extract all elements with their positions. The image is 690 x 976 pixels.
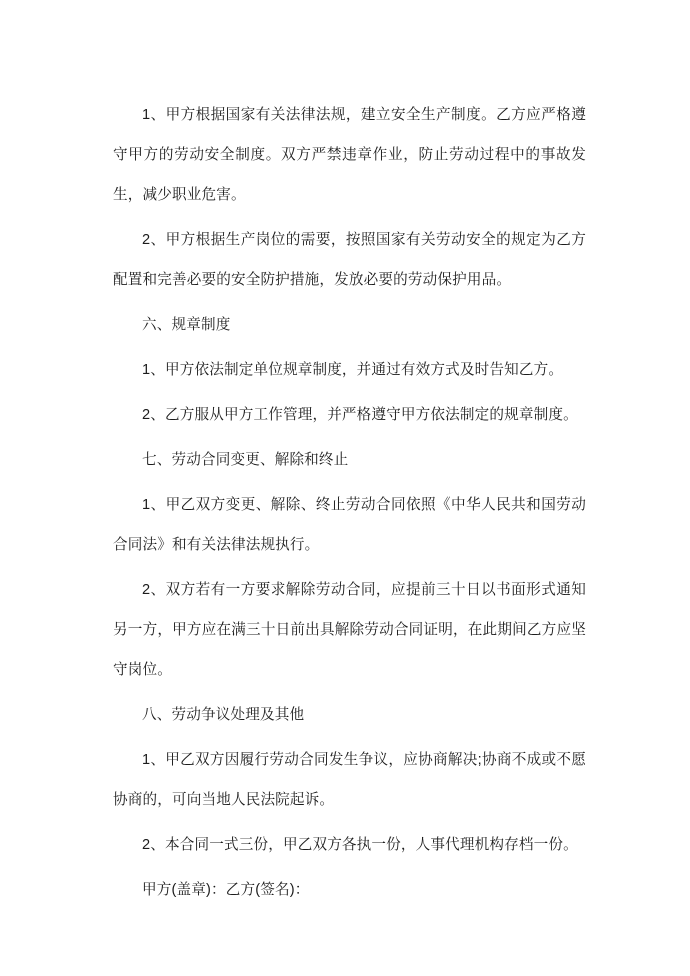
termination-clause-1: 1、甲乙双方变更、解除、终止劳动合同依照《中华人民共和国劳动合同法》和有关法律法规执行。 [113,497,586,553]
termination-clause-2: 2、双方若有一方要求解除劳动合同，应提前三十日以书面形式通知另一方，甲方应在满三十日前出具解除劳动合同证明，在此期间乙方应坚守岗位。 [113,582,586,678]
dispute-clause-1: 1、甲乙双方因履行劳动合同发生争议，应协商解决;协商不成或不愿协商的，可向当地人民法院起诉。 [113,752,586,808]
section-seven-heading: 七、劳动合同变更、解除和终止 [142,452,349,468]
rules-clause-1: 1、甲方依法制定单位规章制度，并通过有效方式及时告知乙方。 [142,362,564,378]
dispute-clause-2: 2、本合同一式三份，甲乙双方各执一份，人事代理机构存档一份。 [142,837,578,853]
signature-line: 甲方(盖章)：乙方(签名)： [142,882,310,898]
document-body [113,95,586,910]
safety-production-clause-1: 1、甲方根据国家有关法律法规，建立安全生产制度。乙方应严格遵守甲方的劳动安全制度。双方严禁违章作业，防止劳动过程中的事故发生，减少职业危害。 [113,107,586,203]
rules-clause-2: 2、乙方服从甲方工作管理，并严格遵守甲方依法制定的规章制度。 [142,407,578,423]
section-eight-heading: 八、劳动争议处理及其他 [142,707,305,723]
section-six-heading: 六、规章制度 [142,317,231,333]
safety-production-clause-2: 2、甲方根据生产岗位的需要，按照国家有关劳动安全的规定为乙方配置和完善必要的安全防护措施，发放必要的劳动保护用品。 [113,232,586,288]
